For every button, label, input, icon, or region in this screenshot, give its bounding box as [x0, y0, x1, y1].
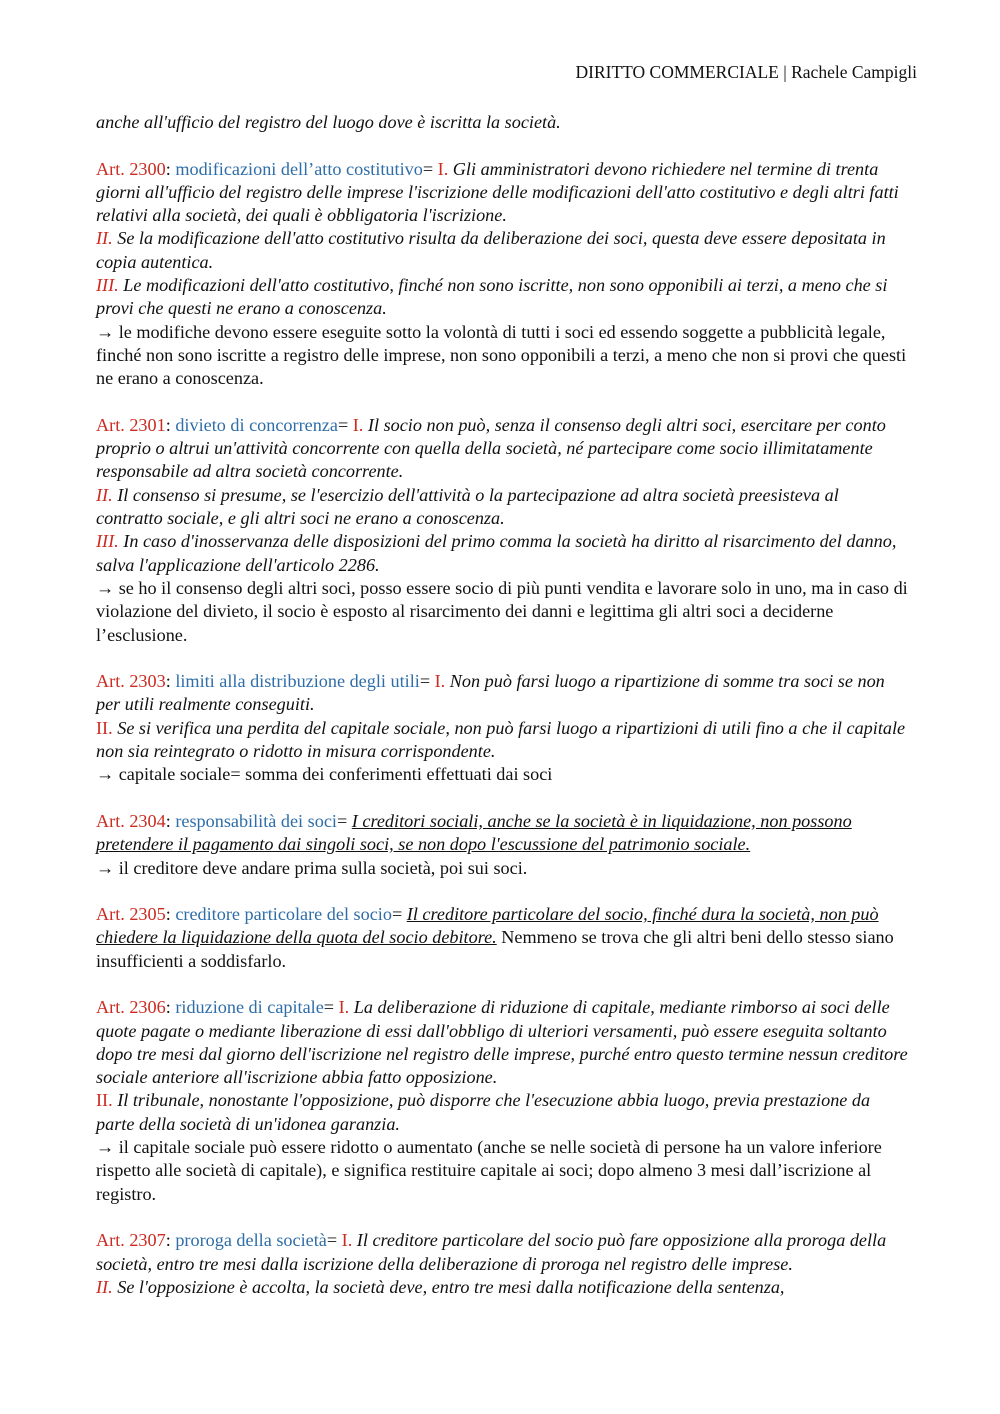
article-2301-note: → se ho il consenso degli altri soci, posso essere socio di più punti vendita e lavorare solo in uno, ma in caso di violazione del divieto, il socio è esposto al risarcimento dei danni e legittima gli altri soci a deciderne l’esclusione.: [96, 577, 908, 645]
article-2306-c2: [96, 1089, 908, 1136]
article-title: responsabilità dei soci: [175, 810, 337, 831]
article-2306-note: → il capitale sociale può essere ridotto o aumentato (anche se nelle società di persone ha un valore inferiore rispetto alle società di capitale), e significa restituire capitale ai soci; dopo almeno 3 mesi dall’iscrizione al registro.: [96, 1137, 882, 1204]
page-header: DIRITTO COMMERCIALE | Rachele Campigli: [575, 62, 917, 82]
comma-text: Il consenso si presume, se l'esercizio dell'attività o la partecipazione ad altra società preesisteva al contratto sociale, e gli altri soci ne erano a conoscenza.: [96, 484, 839, 529]
comma-text: Se la modificazione dell'atto costitutivo risulta da deliberazione dei soci, questa deve essere depositata in copia autentica.: [96, 228, 886, 272]
article-2305: [96, 903, 908, 973]
comma-marker: II.: [96, 1276, 113, 1297]
article-number: Art. 2307: [96, 1230, 166, 1251]
article-text: I creditori sociali, anche se la società è in liquidazione, non possono pretendere il pagamento dai singoli soci, se non dopo l'escussione del patrimonio sociale.: [96, 810, 852, 855]
article-number: Art. 2305: [96, 904, 166, 925]
article-2307: [96, 1229, 908, 1299]
intro-line: anche all'ufficio del registro del luogo dove è iscritta la società.: [96, 112, 561, 132]
article-comment: Nemmeno se trova che gli altri beni dello stesso siano insufficienti a soddisfarlo.: [96, 927, 894, 971]
article-2301-c1: Art. 2301: divieto di concorrenza= I. Il socio non può, senza il consenso degli altri soci, esercitare per conto proprio o altrui un'attività concorrente con quella della società, né partecipare come socio illimitatamente responsabile ad altra società concorrente.: [96, 414, 886, 482]
comma-text: Se si verifica una perdita del capitale sociale, non può farsi luogo a ripartizioni di utili fino a che il capitale non sia reintegrato o ridotto in misura corrispondente.: [96, 717, 906, 762]
article-title: creditore particolare del socio: [175, 904, 392, 925]
comma-marker: I.: [338, 997, 350, 1018]
comma-text: Le modificazioni dell'atto costitutivo, finché non sono iscritte, non sono opponibili ai terzi, a meno che si provi che questi ne erano a conoscenza.: [96, 275, 888, 319]
article-2300-c2: [96, 227, 908, 274]
article-2304: [96, 810, 908, 880]
article-title: divieto di concorrenza: [175, 414, 338, 435]
article-2300: [96, 158, 908, 391]
article-2305-text: Art. 2305: creditore particolare del socio= Il creditore particolare del socio, finché dura la società, non può chiedere la liquidazione della quota del socio debitore. Nemmeno se trova che gli altri beni dello stesso siano insufficienti a soddisfarlo.: [96, 904, 894, 971]
comma-marker: II.: [96, 228, 113, 249]
article-2303-c2: [96, 717, 908, 764]
article-title: proroga della società: [175, 1230, 327, 1251]
article-text: Il creditore particolare del socio, finché dura la società, non può chiedere la liquidazione della quota del socio debitore.: [96, 904, 879, 948]
comma-marker: II.: [96, 1090, 113, 1111]
article-2304-text: Art. 2304: responsabilità dei soci= I creditori sociali, anche se la società è in liquidazione, non possono pretendere il pagamento dai singoli soci, se non dopo l'escussione del patrimonio sociale.: [96, 810, 852, 855]
article-title: modificazioni dell’atto costitutivo: [175, 158, 423, 179]
article-2304-note: → il creditore deve andare prima sulla società, poi sui soci.: [96, 857, 528, 878]
comma-marker: II.: [96, 484, 113, 505]
comma-marker: II.: [96, 717, 113, 738]
comma-text: In caso d'inosservanza delle disposizioni del primo comma la società ha diritto al risarcimento del danno, salva l'applicazione dell'articolo 2286.: [96, 531, 897, 575]
comma-text: Il creditore particolare del socio può fare opposizione alla proroga della società, entro tre mesi dalla iscrizione della deliberazione di proroga nel registro delle imprese.: [96, 1230, 887, 1274]
comma-marker: I.: [434, 671, 446, 692]
article-number: Art. 2306: [96, 997, 166, 1018]
article-2306-c1: Art. 2306: riduzione di capitale= I. La deliberazione di riduzione di capitale, mediante rimborso ai soci delle quote pagate o mediante liberazione di essi dall'obbligo di ulteriori versamenti, può essere eseguita soltanto dopo tre mesi dal giorno dell'iscrizione nel registro delle imprese, purché entro questo termine nessun creditore sociale anteriore all'iscrizione abbia fatto opposizione.: [96, 997, 908, 1088]
comma-text: Gli amministratori devono richiedere nel termine di trenta giorni all'ufficio del registro delle imprese l'iscrizione delle modificazioni dell'atto costitutivo e degli altri fatti relativi alla società, dei quali è obbligatoria l'iscrizione.: [96, 158, 899, 226]
article-2300-note: → le modifiche devono essere eseguite sotto la volontà di tutti i soci ed essendo soggette a pubblicità legale, finché non sono iscritte a registro delle imprese, non sono opponibili a terzi, a meno che non si provi che questi ne erano a conoscenza.: [96, 321, 907, 389]
article-2301-c3: [96, 530, 908, 577]
comma-marker: I.: [352, 414, 364, 435]
article-2307-c2: [96, 1276, 908, 1299]
comma-marker: I.: [437, 158, 449, 179]
article-2306: [96, 996, 908, 1206]
comma-text: La deliberazione di riduzione di capitale, mediante rimborso ai soci delle quote pagate o mediante liberazione di essi dall'obbligo di ulteriori versamenti, può essere eseguita soltanto dopo tre mesi dal giorno dell'iscrizione nel registro delle imprese, purché entro questo termine nessun creditore sociale anteriore all'iscrizione abbia fatto opposizione.: [96, 997, 908, 1088]
article-2307-c1: Art. 2307: proroga della società= I. Il creditore particolare del socio può fare opposizione alla proroga della società, entro tre mesi dalla iscrizione della deliberazione di proroga nel registro delle imprese.: [96, 1230, 887, 1274]
article-2301: [96, 414, 908, 647]
article-title: riduzione di capitale: [175, 997, 324, 1018]
comma-marker: III.: [96, 275, 119, 296]
comma-text: Il socio non può, senza il consenso degli altri soci, esercitare per conto proprio o altrui un'attività concorrente con quella della società, né partecipare come socio illimitatamente responsabile ad altra società concorrente.: [96, 414, 886, 482]
article-number: Art. 2304: [96, 810, 166, 831]
comma-text: Se l'opposizione è accolta, la società deve, entro tre mesi dalla notificazione della sentenza,: [117, 1276, 785, 1297]
article-number: Art. 2300: [96, 158, 166, 179]
article-2303-note: → capitale sociale= somma dei conferimenti effettuati dai soci: [96, 764, 553, 785]
article-title: limiti alla distribuzione degli utili: [175, 671, 420, 692]
comma-text: Il tribunale, nonostante l'opposizione, può disporre che l'esecuzione abbia luogo, previa prestazione da parte della società di un'idonea garanzia.: [96, 1090, 871, 1134]
article-number: Art. 2301: [96, 414, 166, 435]
article-2301-c2: [96, 484, 908, 531]
comma-text: Non può farsi luogo a ripartizione di somme tra soci se non per utili realmente conseguiti.: [96, 671, 885, 715]
comma-marker: III.: [96, 531, 119, 552]
comma-marker: I.: [341, 1230, 353, 1251]
article-2303: [96, 670, 908, 786]
article-number: Art. 2303: [96, 671, 166, 692]
article-2300-c3: [96, 274, 908, 321]
article-2300-c1: Art. 2300: modificazioni dell’atto costitutivo= I. Gli amministratori devono richiedere nel termine di trenta giorni all'ufficio del registro delle imprese l'iscrizione delle modificazioni dell'atto costitutivo e degli altri fatti relativi alla società, dei quali è obbligatoria l'iscrizione.: [96, 158, 899, 226]
document-body: [96, 111, 908, 1299]
article-2303-c1: Art. 2303: limiti alla distribuzione degli utili= I. Non può farsi luogo a ripartizione di somme tra soci se non per utili realmente conseguiti.: [96, 671, 885, 715]
